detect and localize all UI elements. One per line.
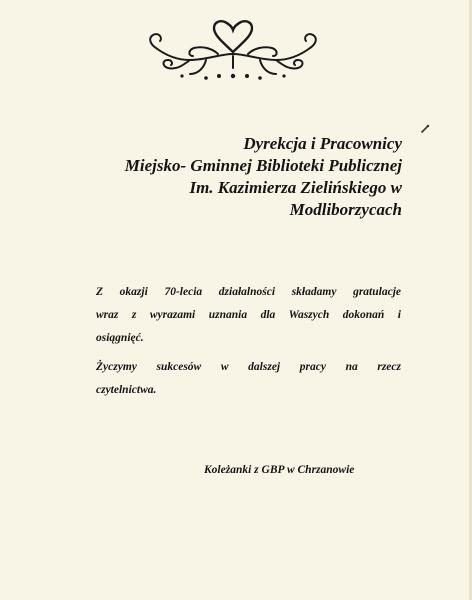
body-line: Życzymy sukcesów w dalszej pracy na rzecz (96, 361, 401, 373)
body-line: wraz z wyrazami uznania dla Waszych dokonań i (96, 309, 401, 321)
body-line: Z okazji 70-lecia działalności składamy gratulacje (96, 286, 401, 298)
heading-line: Miejsko- Gminnej Biblioteki Publicznej (124, 156, 402, 175)
ink-mark-icon (420, 124, 430, 134)
heading-line: Dyrekcja i Pracownicy (243, 134, 402, 153)
greeting-body (96, 281, 401, 402)
body-line: czytelnictwa. (96, 384, 157, 396)
signature: Koleżanki z GBP w Chrzanowie (204, 464, 355, 476)
body-line: osiągnięć. (96, 332, 144, 344)
heading-line: Im. Kazimierza Zielińskiego w (189, 178, 402, 197)
heart-scroll-flourish-icon (142, 18, 324, 86)
addressee-heading (62, 133, 402, 221)
heading-line: Modliborzycach (289, 200, 402, 219)
